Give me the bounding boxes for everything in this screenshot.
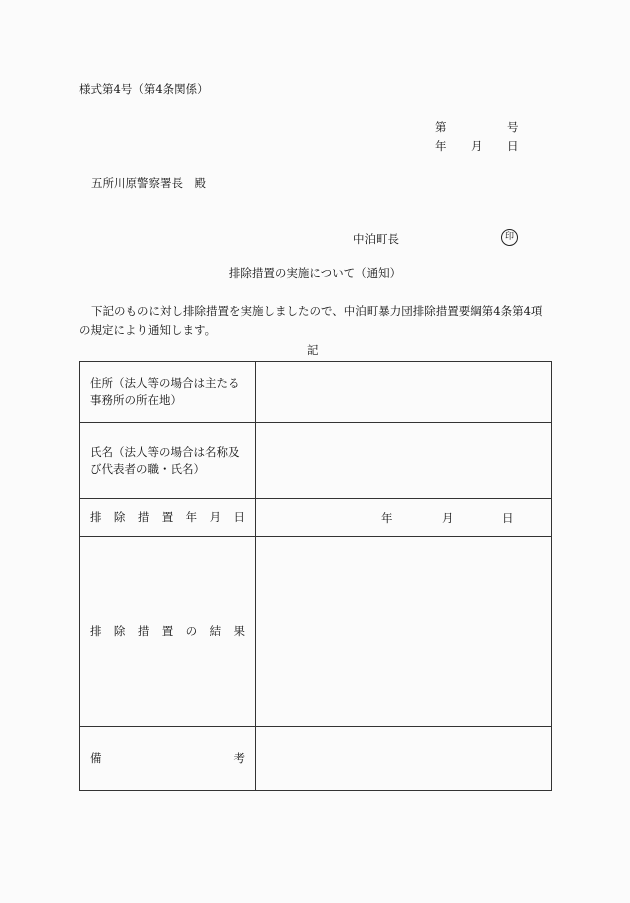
remarks-label: 備考 <box>80 727 256 791</box>
address-label: 住所（法人等の場合は主たる事務所の所在地） <box>80 362 256 423</box>
name-field[interactable] <box>256 423 552 499</box>
addressee: 五所川原警察署長 殿 <box>91 176 206 190</box>
address-field[interactable] <box>256 362 552 423</box>
date-year: 年 <box>435 139 447 153</box>
document-number-prefix: 第 <box>435 120 447 134</box>
remarks-field[interactable] <box>256 727 552 791</box>
result-field[interactable] <box>256 537 552 727</box>
document-title: 排除措置の実施について（通知） <box>228 266 402 280</box>
body-text-line-1: 下記のものに対し排除措置を実施しましたので、中泊町暴力団排除措置要綱第4条第4項 <box>91 304 543 318</box>
measure-date-field[interactable] <box>256 499 552 537</box>
date-month: 月 <box>471 139 483 153</box>
seal-mark: 印 <box>501 229 518 246</box>
result-label: 排除措置の結果 <box>80 537 256 727</box>
sender-name: 中泊町長 <box>353 232 399 246</box>
table-row-date <box>80 499 552 537</box>
date-day: 日 <box>507 139 519 153</box>
measure-date-year: 年 <box>381 510 393 525</box>
name-label: 氏名（法人等の場合は名称及び代表者の職・氏名） <box>80 423 256 499</box>
notification-table <box>79 361 552 791</box>
date-label: 排除措置年月日 <box>80 499 256 537</box>
document-number-suffix: 号 <box>507 120 519 134</box>
table-row-remarks <box>80 727 552 791</box>
form-number: 様式第4号（第4条関係） <box>79 82 209 96</box>
measure-date-day: 日 <box>502 510 514 525</box>
table-row-address <box>80 362 552 423</box>
measure-date-month: 月 <box>442 510 454 525</box>
body-text-line-2: の規定により通知します。 <box>79 323 217 337</box>
table-row-name <box>80 423 552 499</box>
table-row-result <box>80 537 552 727</box>
ki-heading: 記 <box>307 343 319 357</box>
